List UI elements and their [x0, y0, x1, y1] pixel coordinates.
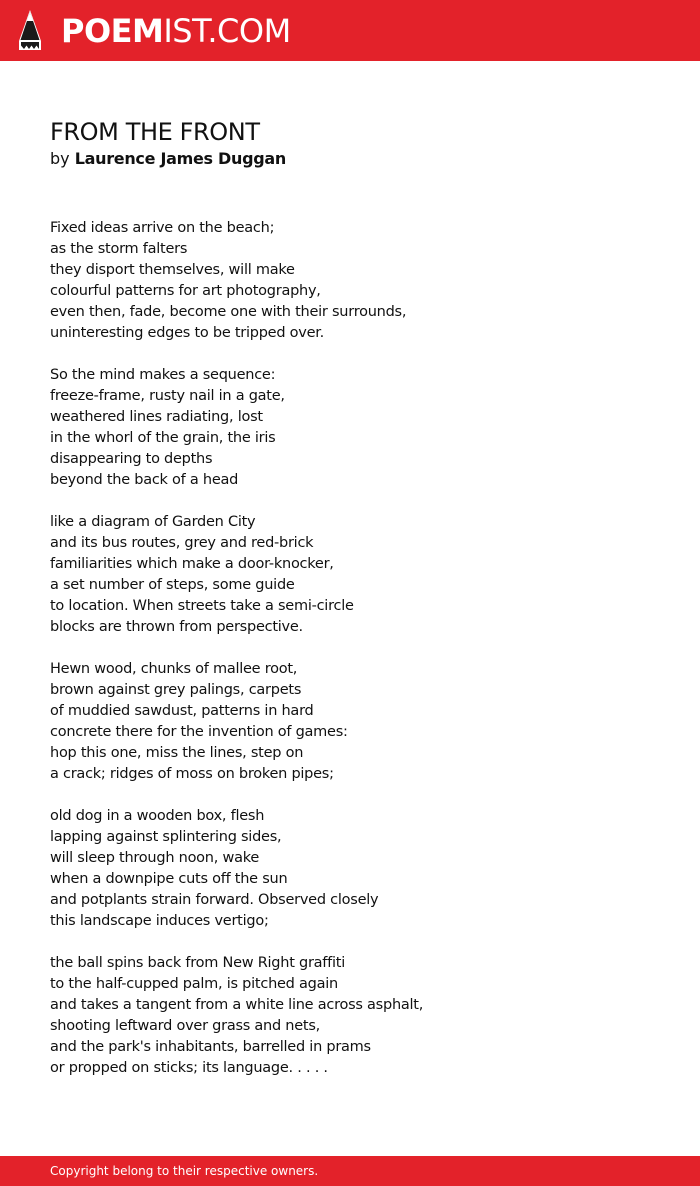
pencil-tip-icon[interactable] [17, 9, 43, 51]
poem-stanza [50, 512, 650, 638]
poem-line: the ball spins back from New Right graffiti [50, 955, 346, 971]
poem-line: a set number of steps, some guide [50, 577, 295, 593]
poem-line: to location. When streets take a semi-circle [50, 598, 354, 614]
poem-line: So the mind makes a sequence: [50, 367, 276, 383]
poem-title: FROM THE FRONT [50, 118, 260, 146]
site-logo-text[interactable] [61, 12, 291, 50]
poem-line: Hewn wood, chunks of mallee root, [50, 661, 298, 677]
poem-line: even then, fade, become one with their surrounds, [50, 304, 407, 320]
poem-line: and the park's inhabitants, barrelled in prams [50, 1039, 371, 1055]
poem-line: and its bus routes, grey and red-brick [50, 535, 314, 551]
poem-line: as the storm falters [50, 241, 188, 257]
poem-line: lapping against splintering sides, [50, 829, 282, 845]
poem-line: they disport themselves, will make [50, 262, 295, 278]
site-footer [0, 1156, 700, 1186]
poem-line: and potplants strain forward. Observed closely [50, 892, 379, 908]
poem-line: of muddied sawdust, patterns in hard [50, 703, 314, 719]
poem-stanza [50, 365, 650, 491]
poem-line: familiarities which make a door-knocker, [50, 556, 334, 572]
poem-stanza [50, 218, 650, 344]
poem-line: Fixed ideas arrive on the beach; [50, 220, 275, 236]
poem-stanza [50, 806, 650, 932]
poem-body [50, 218, 650, 1100]
copyright-text: Copyright belong to their respective owners. [50, 1164, 319, 1178]
poem-line: to the half-cupped palm, is pitched again [50, 976, 338, 992]
brand-strong: POEM [61, 12, 164, 50]
by-prefix: by [50, 149, 70, 168]
poem-line: blocks are thrown from perspective. [50, 619, 303, 635]
poem-line: uninteresting edges to be tripped over. [50, 325, 325, 341]
poem-line: or propped on sticks; its language. . . . . [50, 1060, 328, 1076]
poem-line: weathered lines radiating, lost [50, 409, 263, 425]
poem-line: beyond the back of a head [50, 472, 239, 488]
poem-line: a crack; ridges of moss on broken pipes; [50, 766, 334, 782]
poem-line: and takes a tangent from a white line across asphalt, [50, 997, 424, 1013]
poem-line: will sleep through noon, wake [50, 850, 260, 866]
poem-line: this landscape induces vertigo; [50, 913, 269, 929]
byline [50, 149, 286, 169]
poem-line: brown against grey palings, carpets [50, 682, 302, 698]
poem-stanza [50, 659, 650, 785]
poem-line: old dog in a wooden box, flesh [50, 808, 265, 824]
poem-stanza [50, 953, 650, 1079]
poem-line: when a downpipe cuts off the sun [50, 871, 288, 887]
poem-line: like a diagram of Garden City [50, 514, 256, 530]
poem-line: colourful patterns for art photography, [50, 283, 321, 299]
poem-line: shooting leftward over grass and nets, [50, 1018, 321, 1034]
author-name: Laurence James Duggan [74, 149, 286, 168]
brand-light: IST.COM [163, 12, 291, 50]
poem-line: freeze-frame, rusty nail in a gate, [50, 388, 285, 404]
poem-line: concrete there for the invention of games: [50, 724, 348, 740]
poem-line: hop this one, miss the lines, step on [50, 745, 304, 761]
poem-line: disappearing to depths [50, 451, 213, 467]
poem-line: in the whorl of the grain, the iris [50, 430, 276, 446]
site-header [0, 0, 700, 61]
